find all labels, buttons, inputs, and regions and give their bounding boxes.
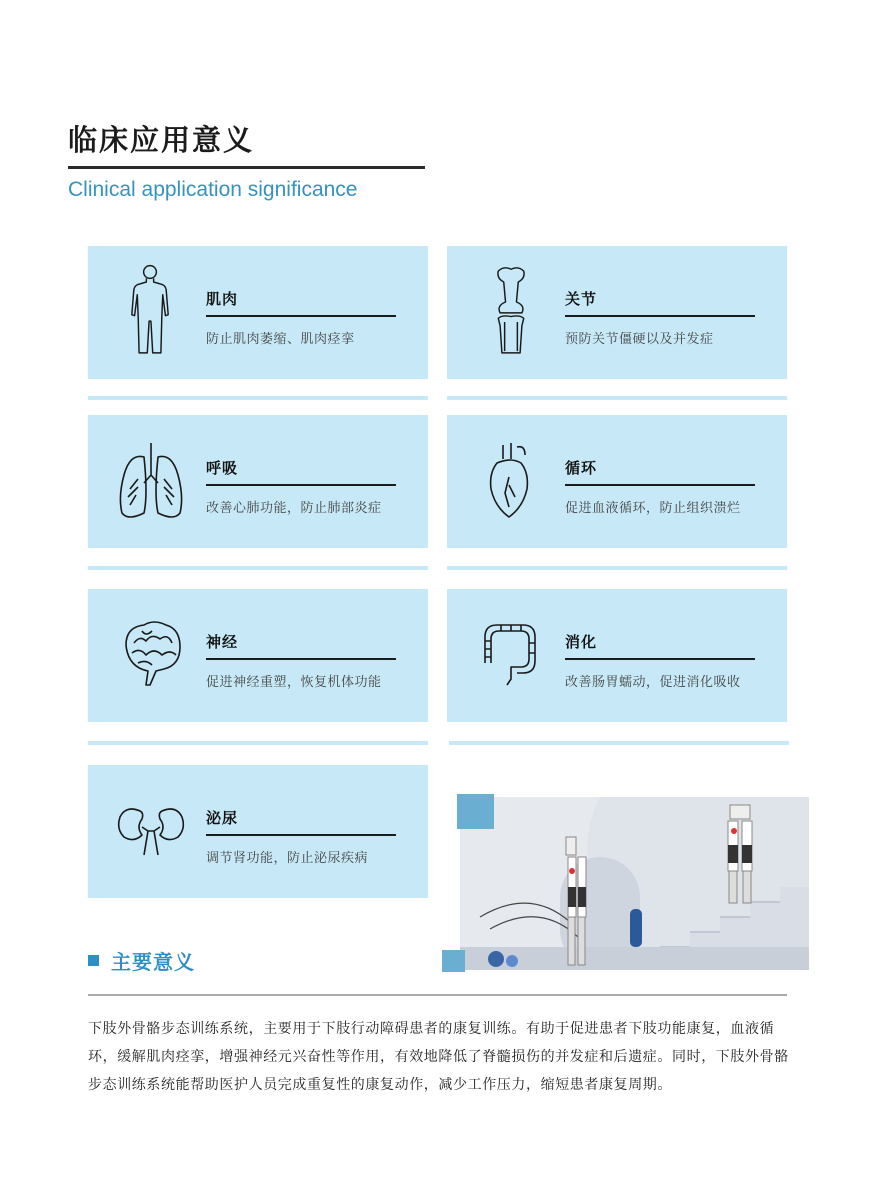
card-label: 肌肉: [206, 290, 239, 308]
section-heading: [88, 946, 195, 975]
card-label: 神经: [206, 633, 239, 651]
card-joint: [447, 246, 787, 379]
card-divider-strip: [88, 566, 428, 570]
card-divider: [206, 484, 396, 486]
card-label: 呼吸: [206, 459, 239, 477]
card-urinary: [88, 765, 428, 898]
card-label: 关节: [565, 290, 598, 308]
product-photo: [460, 797, 809, 970]
card-label: 消化: [565, 633, 598, 651]
section-heading-text: 主要意义: [111, 950, 195, 974]
card-description: 预防关节僵硬以及并发症: [565, 332, 714, 347]
card-label: 泌尿: [206, 809, 239, 827]
card-divider-strip: [449, 741, 789, 745]
knee-joint-icon: [477, 262, 545, 362]
card-divider: [206, 834, 396, 836]
card-description: 改善心肺功能，防止肺部炎症: [206, 501, 382, 516]
heart-icon: [487, 437, 531, 523]
card-breathing: [88, 415, 428, 548]
card-divider-strip: [88, 396, 428, 400]
card-description: 调节肾功能，防止泌尿疾病: [206, 851, 369, 866]
card-nerves: [88, 589, 428, 722]
lungs-icon: [116, 435, 186, 525]
card-divider-strip: [447, 396, 787, 400]
kidneys-icon: [114, 803, 188, 859]
card-divider: [565, 658, 755, 660]
card-description: 促进血液循环，防止组织溃烂: [565, 501, 741, 516]
card-divider: [206, 315, 396, 317]
decorative-square: [457, 794, 494, 829]
title-divider: [68, 166, 425, 169]
intestine-icon: [481, 623, 537, 689]
card-muscle: [88, 246, 428, 379]
card-digestion: [447, 589, 787, 722]
card-label: 循环: [565, 459, 598, 477]
decorative-square: [442, 950, 465, 972]
card-divider: [565, 484, 755, 486]
card-circulation: [447, 415, 787, 548]
human-body-icon: [116, 262, 184, 362]
brain-icon: [120, 615, 184, 695]
card-divider: [206, 658, 396, 660]
card-divider-strip: [447, 566, 787, 570]
card-description: 防止肌肉萎缩、肌肉痉挛: [206, 332, 355, 347]
page-title: 临床应用意义: [68, 123, 255, 157]
square-bullet-icon: [88, 955, 99, 966]
card-description: 改善肠胃蠕动，促进消化吸收: [565, 675, 741, 690]
section-paragraph: 下肢外骨骼步态训练系统，主要用于下肢行动障碍患者的康复训练。有助于促进患者下肢功能康复，血液循环，缓解肌肉痉挛，增强神经元兴奋性等作用，有效地降低了脊髓损伤的并发症和后遗症。同时，下肢外骨骼步态训练系统能帮助医护人员完成重复性的康复动作，减少工作压力，缩短患者康复周期。: [88, 1021, 789, 1093]
card-divider: [565, 315, 755, 317]
card-description: 促进神经重塑，恢复机体功能: [206, 675, 382, 690]
card-divider-strip: [88, 741, 428, 745]
page-subtitle: Clinical application significance: [68, 178, 358, 201]
section-divider: [88, 994, 787, 996]
